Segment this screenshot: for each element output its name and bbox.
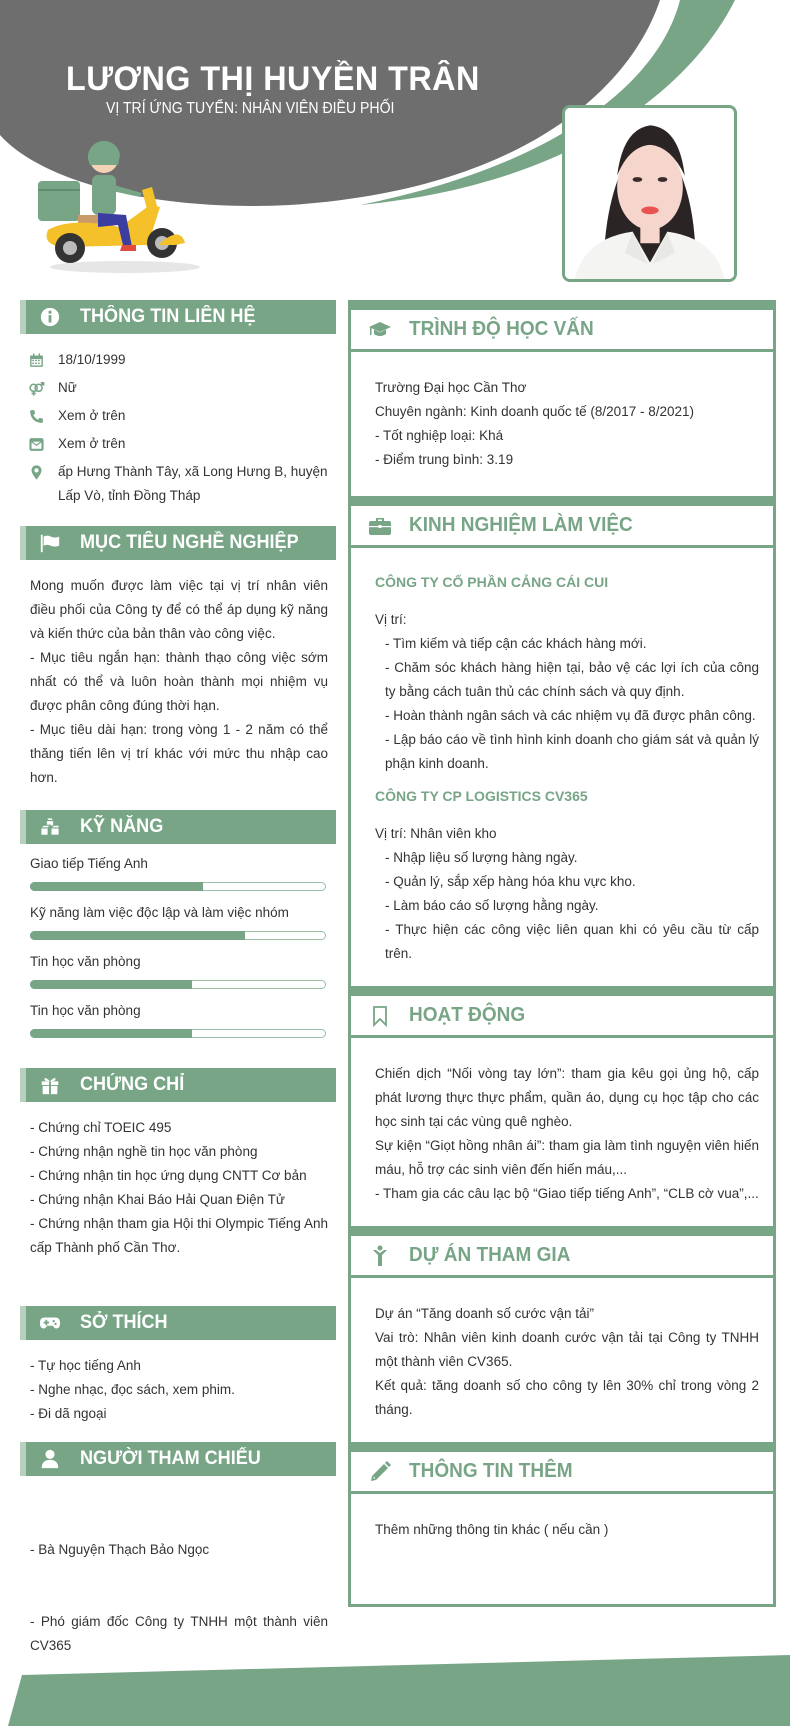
section-title: HOẠT ĐỘNG <box>409 1004 526 1026</box>
hobby-item: - Tự học tiếng Anh <box>30 1358 141 1373</box>
profile-photo <box>562 105 737 282</box>
flag-icon <box>38 531 62 555</box>
map-pin-icon <box>28 460 50 484</box>
skill-label: Tin học văn phòng <box>30 954 141 969</box>
experience-body <box>351 548 773 986</box>
section-header-skills <box>20 810 336 844</box>
contact-phone <box>28 404 336 428</box>
briefcase-icon <box>367 513 393 539</box>
additional-body <box>351 1494 773 1604</box>
activity-paragraph: - Tham gia các câu lạc bộ “Giao tiếp tiếng Anh”, “CLB cờ vua”,... <box>375 1186 759 1201</box>
section-header-references <box>20 1442 336 1476</box>
section-title: MỤC TIÊU NGHỀ NGHIỆP <box>80 532 299 553</box>
contact-address <box>28 460 336 508</box>
job-task: - Chăm sóc khách hàng hiện tại, bảo vệ các lợi ích của công ty bằng cách tuân thủ các chính sách và quy định. <box>385 660 759 699</box>
section-header-additional <box>351 1452 773 1494</box>
projects-section <box>351 1226 773 1442</box>
cubes-icon <box>38 815 62 839</box>
certificate-item: - Chứng nhận Khai Báo Hải Quan Điện Tử <box>30 1192 285 1207</box>
activities-body <box>351 1038 773 1226</box>
section-title: THÔNG TIN THÊM <box>409 1460 573 1482</box>
job-role: Vị trí: Nhân viên kho <box>375 826 497 841</box>
section-header-contact <box>20 300 336 334</box>
applied-position: VỊ TRÍ ỨNG TUYỂN: NHÂN VIÊN ĐIỀU PHỐI <box>106 100 395 117</box>
job-task: - Quản lý, sắp xếp hàng hóa khu vực kho. <box>385 874 636 889</box>
company-name: CÔNG TY CỔ PHẦN CẢNG CÁI CUI <box>375 574 609 590</box>
contact-value: Xem ở trên <box>58 408 126 423</box>
section-header-hobbies <box>20 1306 336 1340</box>
job-task: - Nhập liệu số lượng hàng ngày. <box>385 850 578 865</box>
section-divider <box>351 1226 773 1236</box>
job-role: Vị trí: <box>375 612 407 627</box>
section-header-objective <box>20 526 336 560</box>
left-column <box>20 300 336 1726</box>
contact-gender <box>28 376 336 400</box>
project-line: Kết quả: tăng doanh số cho công ty lên 30% chỉ trong vòng 2 tháng. <box>375 1378 759 1417</box>
contact-birthdate <box>28 348 336 372</box>
section-divider <box>351 300 773 310</box>
objective-paragraph: Mong muốn được làm việc tại vị trí nhân viên điều phối của Công ty để có thể áp dụng kỹ năng và kiến thức của bản thân vào công việc. <box>30 578 328 641</box>
skill-progress-bar <box>30 931 326 940</box>
job-entry <box>375 570 759 776</box>
activity-paragraph: Chiến dịch “Nối vòng tay lớn”: tham gia kêu gọi ủng hộ, cấp phát lương thực thực phẩm, quần áo, dụng cụ học tập cho các học sinh tại các vùng quê nghèo. <box>375 1066 759 1129</box>
education-section <box>351 300 773 496</box>
skill-label: Tin học văn phòng <box>30 1003 141 1018</box>
certificate-item: - Chứng chỉ TOEIC 495 <box>30 1120 172 1135</box>
objective-paragraph: - Mục tiêu dài hạn: trong vòng 1 - 2 năm có thể thăng tiến lên vị trí khác với mức thu nhập cao hơn. <box>30 722 328 785</box>
project-line: Vai trò: Nhân viên kinh doanh cước vận tải tại Công ty TNHH một thành viên CV365. <box>375 1330 759 1369</box>
section-header-projects <box>351 1236 773 1278</box>
certificate-item: - Chứng nhận tin học ứng dụng CNTT Cơ bản <box>30 1168 307 1183</box>
skill-progress-fill <box>30 1029 192 1038</box>
skill-progress-bar <box>30 882 326 891</box>
education-body <box>351 352 773 496</box>
gift-icon <box>38 1073 62 1097</box>
education-line: Chuyên ngành: Kinh doanh quốc tế (8/2017 - 8/2021) <box>375 404 694 419</box>
section-title: DỰ ÁN THAM GIA <box>409 1244 571 1266</box>
section-header-experience <box>351 506 773 548</box>
section-title: KINH NGHIỆM LÀM VIỆC <box>409 514 633 536</box>
skills-list <box>20 844 336 1060</box>
hobby-item: - Nghe nhạc, đọc sách, xem phim. <box>30 1382 235 1397</box>
projects-body <box>351 1278 773 1442</box>
skill-progress-fill <box>30 980 192 989</box>
certificate-item: - Chứng nhận nghề tin học văn phòng <box>30 1144 258 1159</box>
section-title: TRÌNH ĐỘ HỌC VẤN <box>409 318 594 340</box>
section-divider <box>351 1442 773 1452</box>
job-task: - Tìm kiếm và tiếp cận các khách hàng mới. <box>385 636 647 651</box>
hobbies-list <box>20 1340 336 1442</box>
skill-label: Kỹ năng làm việc độc lập và làm việc nhóm <box>30 905 289 920</box>
section-header-activities <box>351 996 773 1038</box>
project-line: Dự án “Tăng doanh số cước vận tải” <box>375 1306 595 1321</box>
company-name: CÔNG TY CP LOGISTICS CV365 <box>375 788 588 804</box>
user-icon <box>38 1447 62 1471</box>
candidate-name: LƯƠNG THỊ HUYỀN TRÂN <box>66 60 480 98</box>
section-title: CHỨNG CHỈ <box>80 1074 185 1095</box>
skill-progress-fill <box>30 931 245 940</box>
gender-icon <box>28 376 50 400</box>
skill-item <box>30 952 326 989</box>
additional-section <box>351 1442 773 1604</box>
certificates-list <box>20 1102 336 1306</box>
education-line: - Điểm trung bình: 3.19 <box>375 452 514 467</box>
section-header-certificates <box>20 1068 336 1102</box>
portrait-image <box>565 108 734 279</box>
pencil-icon <box>367 1459 393 1485</box>
section-header-education <box>351 310 773 352</box>
section-title: THÔNG TIN LIÊN HỆ <box>80 306 256 327</box>
skill-progress-bar <box>30 1029 326 1038</box>
reference-item: - Phó giám đốc Công ty TNHH một thành viên CV365 <box>30 1614 332 1653</box>
job-task: - Làm báo cáo số lượng hằng ngày. <box>385 898 599 913</box>
activity-paragraph: Sự kiện “Giọt hồng nhân ái”: tham gia làm tình nguyện viên hiến máu, hỗ trợ các sinh viên đến hiến máu,... <box>375 1138 759 1177</box>
certificate-item: - Chứng nhận tham gia Hội thi Olympic Tiếng Anh cấp Thành phố Cần Thơ. <box>30 1216 328 1255</box>
section-title: NGƯỜI THAM CHIẾU <box>80 1448 261 1469</box>
email-icon <box>28 432 50 456</box>
objective-text <box>20 560 336 804</box>
contact-email <box>28 432 336 456</box>
contact-value: Xem ở trên <box>58 436 126 451</box>
contact-value: 18/10/1999 <box>58 352 126 367</box>
person-icon <box>367 1243 393 1269</box>
info-icon <box>38 305 62 329</box>
contact-value: Nữ <box>58 380 77 395</box>
section-title: KỸ NĂNG <box>80 816 164 837</box>
job-entry <box>375 784 759 966</box>
reference-item: - Bà Nguyện Thạch Bảo Ngọc <box>30 1542 210 1557</box>
delivery-scooter-illustration <box>30 135 200 275</box>
section-divider <box>351 986 773 996</box>
footer-band <box>0 1650 790 1726</box>
skill-progress-fill <box>30 882 203 891</box>
skill-item <box>30 903 326 940</box>
phone-icon <box>28 404 50 428</box>
right-column <box>348 300 776 1607</box>
education-line: Trường Đại học Cần Thơ <box>375 380 527 395</box>
skill-progress-bar <box>30 980 326 989</box>
graduation-cap-icon <box>367 317 393 343</box>
job-task: - Hoàn thành ngân sách và các nhiệm vụ đã được phân công. <box>385 708 756 723</box>
activities-section <box>351 986 773 1226</box>
bookmark-icon <box>367 1003 393 1029</box>
education-line: - Tốt nghiệp loại: Khá <box>375 428 504 443</box>
contact-value: ấp Hưng Thành Tây, xã Long Hưng B, huyện Lấp Vò, tỉnh Đồng Tháp <box>58 464 328 503</box>
experience-section <box>351 496 773 986</box>
section-title: SỞ THÍCH <box>80 1312 168 1333</box>
hobby-item: - Đi dã ngoại <box>30 1406 107 1421</box>
additional-text: Thêm những thông tin khác ( nếu cần ) <box>375 1522 609 1537</box>
section-divider <box>351 496 773 506</box>
calendar-icon <box>28 348 50 372</box>
skill-item <box>30 854 326 891</box>
skill-label: Giao tiếp Tiếng Anh <box>30 856 148 871</box>
job-task: - Lập báo cáo về tình hình kinh doanh cho giám sát và quản lý phận kinh doanh. <box>385 732 759 771</box>
contact-list <box>20 334 336 526</box>
job-task: - Thực hiện các công việc liên quan khi có yêu cầu từ cấp trên. <box>385 922 759 961</box>
objective-paragraph: - Mục tiêu ngắn hạn: thành thạo công việc sớm nhất có thể và luôn hoàn thành mọi nhiệm vụ được phân công đúng thời hạn. <box>30 650 328 713</box>
gamepad-icon <box>38 1311 62 1335</box>
skill-item <box>30 1001 326 1038</box>
